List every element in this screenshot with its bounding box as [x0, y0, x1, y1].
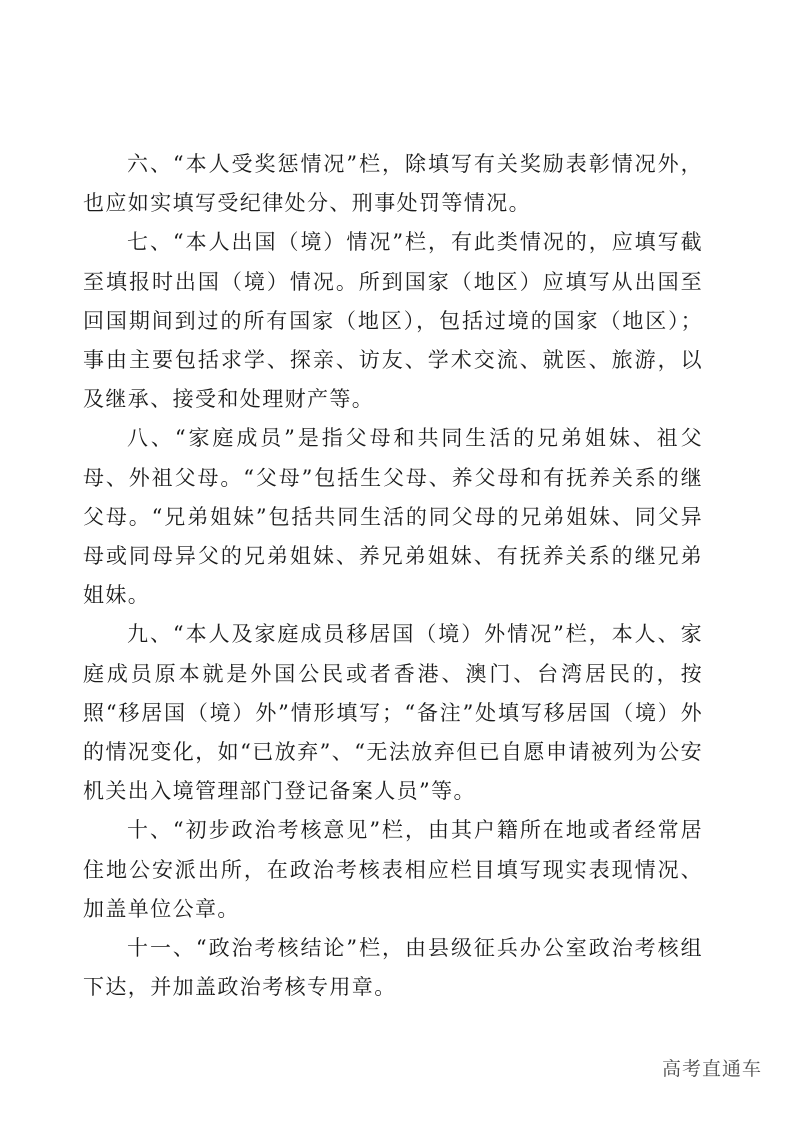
watermark-text: 高考直通车 — [661, 1058, 762, 1080]
document-body — [83, 145, 703, 1007]
paragraph-8: 八、“家庭成员”是指父母和共同生活的兄弟姐妹、祖父母、外祖父母。“父母”包括生父母、养父母和有抚养关系的继父母。“兄弟姐妹”包括共同生活的同父母的兄弟姐妹、同父异母或同母异父的兄弟姐妹、养兄弟姐妹、有抚养关系的继兄弟姐妹。 — [83, 426, 703, 608]
paragraph-11: 十一、“政治考核结论”栏，由县级征兵办公室政治考核组下达，并加盖政治考核专用章。 — [83, 936, 703, 1000]
paragraph-6: 六、“本人受奖惩情况”栏，除填写有关奖励表彰情况外，也应如实填写受纪律处分、刑事处罚等情况。 — [83, 152, 703, 216]
paragraph-7: 七、“本人出国（境）情况”栏，有此类情况的，应填写截至填报时出国（境）情况。所到国家（地区）应填写从出国至回国期间到过的所有国家（地区），包括过境的国家（地区）；事由主要包括求学、探亲、访友、学术交流、就医、旅游，以及继承、接受和处理财产等。 — [83, 230, 703, 412]
paragraph-9: 九、“本人及家庭成员移居国（境）外情况”栏，本人、家庭成员原本就是外国公民或者香港、澳门、台湾居民的，按照“移居国（境）外”情形填写；“备注”处填写移居国（境）外的情况变化，如“已放弃”、“无法放弃但已自愿申请被列为公安机关出入境管理部门登记备案人员”等。 — [83, 622, 703, 804]
paragraph-10: 十、“初步政治考核意见”栏，由其户籍所在地或者经常居住地公安派出所，在政治考核表相应栏目填写现实表现情况、加盖单位公章。 — [83, 818, 703, 921]
